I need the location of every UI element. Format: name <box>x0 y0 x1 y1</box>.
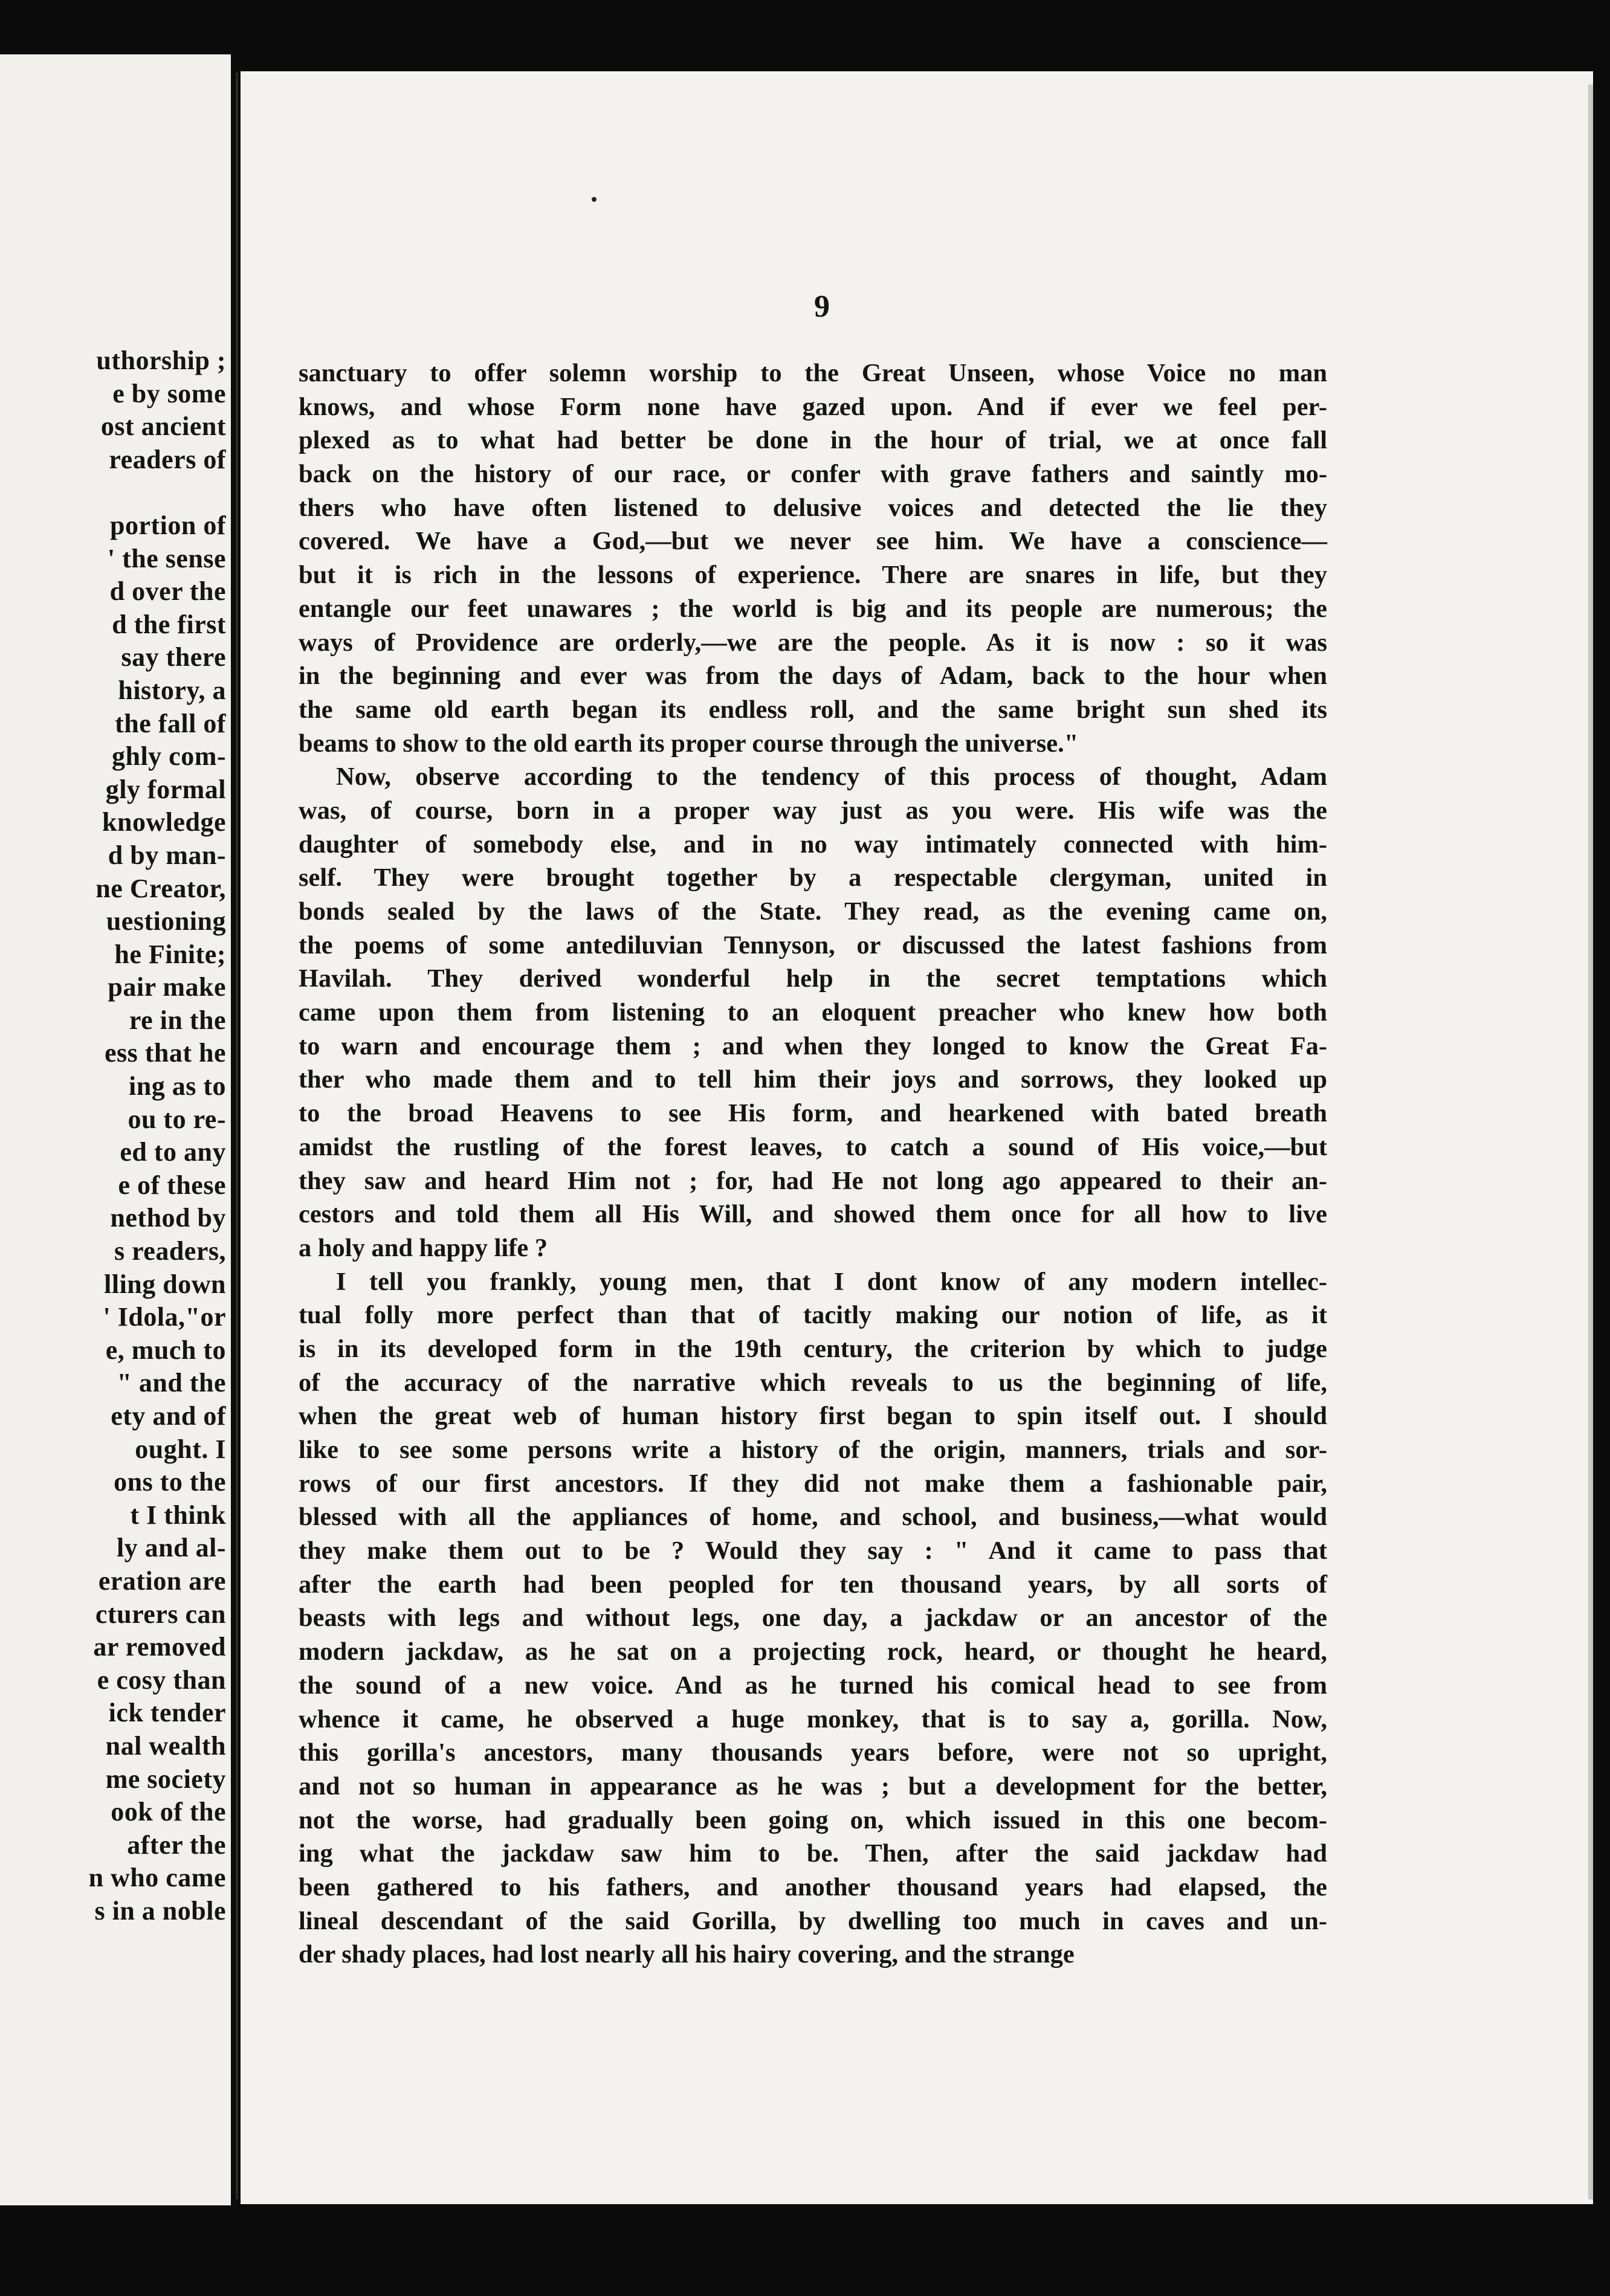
page-body-text <box>299 356 1327 1972</box>
previous-page-line: e by some <box>112 378 226 408</box>
previous-page-line: portion of <box>110 510 226 540</box>
text-line: the same old earth began its endless roll, and the same bright sun shed its <box>299 695 1327 724</box>
previous-page-line: ought. I <box>135 1434 226 1464</box>
text-line: been gathered to his fathers, and another thousand years had elapsed, the <box>299 1872 1327 1901</box>
previous-page-line: nal wealth <box>105 1730 226 1761</box>
text-line: after the earth had been peopled for ten thousand years, by all sorts of <box>299 1570 1327 1599</box>
ink-speck <box>592 197 596 202</box>
previous-page-line: d the first <box>112 609 226 639</box>
text-line: plexed as to what had better be done in the hour of trial, we at once fall <box>299 426 1327 455</box>
page-edge <box>1588 85 1593 2199</box>
text-line: the sound of a new voice. And as he turned his comical head to see from <box>299 1671 1327 1700</box>
previous-page-line: gly formal <box>105 774 226 804</box>
previous-page-line: e cosy than <box>97 1665 226 1695</box>
previous-page-line: ' the sense <box>107 543 226 573</box>
text-line: to the broad Heavens to see His form, and hearkened with bated breath <box>299 1099 1327 1128</box>
text-line: I tell you frankly, young men, that I dont know of any modern intellec- <box>336 1267 1327 1296</box>
previous-page-line: n who came <box>88 1863 226 1893</box>
previous-page-line: pair make <box>108 972 226 1002</box>
text-line: whence it came, he observed a huge monkey, that is to say a, gorilla. Now, <box>299 1704 1327 1733</box>
previous-page-line: ook of the <box>111 1797 226 1827</box>
previous-page-line: e of these <box>118 1170 226 1200</box>
text-line: when the great web of human history first began to spin itself out. I should <box>299 1402 1327 1431</box>
previous-page-line: ghly com- <box>111 741 226 772</box>
text-line: tual folly more perfect than that of tacitly making our notion of life, as it <box>299 1301 1327 1330</box>
previous-page-line: ly and al- <box>116 1533 226 1563</box>
text-line: Now, observe according to the tendency of this process of thought, Adam <box>336 763 1327 792</box>
previous-page-text <box>8 344 226 1928</box>
text-line: in the beginning and ever was from the days of Adam, back to the hour when <box>299 662 1327 691</box>
previous-page-line: readers of <box>109 444 226 474</box>
text-line: Havilah. They derived wonderful help in the secret temptations which <box>299 964 1327 993</box>
previous-page-line: ar removed <box>93 1632 226 1662</box>
previous-page-line: t I think <box>130 1500 226 1530</box>
previous-page-line: uthorship ; <box>96 346 226 375</box>
text-line: blessed with all the appliances of home, and school, and business,—what would <box>299 1503 1327 1532</box>
text-line: lineal descendant of the said Gorilla, by dwelling too much in caves and un- <box>299 1906 1327 1935</box>
previous-page-line: ing as to <box>129 1071 226 1101</box>
previous-page-line: eration are <box>98 1566 226 1596</box>
previous-page-fragment <box>0 54 231 2205</box>
previous-page-line: the fall of <box>115 708 226 738</box>
text-line: a holy and happy life ? <box>299 1233 548 1262</box>
previous-page-line: s readers, <box>114 1236 226 1266</box>
text-line: amidst the rustling of the forest leaves, to catch a sound of His voice,—but <box>299 1132 1327 1161</box>
previous-page-line: uestioning <box>106 906 226 937</box>
text-line: came upon them from listening to an eloquent preacher who knew how both <box>299 998 1327 1027</box>
text-line: but it is rich in the lessons of experience. There are snares in life, but they <box>299 561 1327 590</box>
previous-page-line: " and the <box>117 1368 226 1398</box>
previous-page-line: ons to the <box>114 1467 226 1497</box>
paragraph <box>299 1265 1327 1972</box>
previous-page-line: ost ancient <box>100 411 226 442</box>
previous-page-line: history, a <box>118 675 226 705</box>
text-line: the poems of some antediluvian Tennyson, or discussed the latest fashions from <box>299 930 1327 959</box>
previous-page-line: ess that he <box>104 1038 226 1068</box>
previous-page-line: ne Creator, <box>95 873 226 903</box>
text-line: and not so human in appearance as he was ; but a development for the better, <box>299 1772 1327 1801</box>
previous-page-line <box>8 476 226 509</box>
text-line: they saw and heard Him not ; for, had He not long ago appeared to their an- <box>299 1166 1327 1195</box>
previous-page-line: re in the <box>129 1005 226 1035</box>
text-line: ther who made them and to tell him their joys and sorrows, they looked up <box>299 1065 1327 1094</box>
text-line: of the accuracy of the narrative which reveals to us the beginning of life, <box>299 1368 1327 1397</box>
text-line: back on the history of our race, or confer with grave fathers and saintly mo- <box>299 460 1327 489</box>
text-line: like to see some persons write a history of the origin, manners, trials and sor- <box>299 1436 1327 1464</box>
text-line: ing what the jackdaw saw him to be. Then, after the said jackdaw had <box>299 1839 1327 1868</box>
previous-page-line: cturers can <box>95 1599 226 1629</box>
previous-page-line: d over the <box>109 576 226 607</box>
previous-page-line: ed to any <box>120 1137 226 1167</box>
text-line: they make them out to be ? Would they say : " And it came to pass that <box>299 1537 1327 1566</box>
previous-page-line: nethod by <box>110 1203 226 1233</box>
text-line: this gorilla's ancestors, many thousands years before, were not so upright, <box>299 1738 1327 1767</box>
text-line: cestors and told them all His Will, and showed them once for all how to live <box>299 1200 1327 1229</box>
text-line: rows of our first ancestors. If they did not make them a fashionable pair, <box>299 1469 1327 1498</box>
text-line: beasts with legs and without legs, one day, a jackdaw or an ancestor of the <box>299 1604 1327 1633</box>
text-line: entangle our feet unawares ; the world is big and its people are numerous; the <box>299 594 1327 623</box>
text-line: self. They were brought together by a respectable clergyman, united in <box>299 863 1327 892</box>
text-line: daughter of somebody else, and in no way intimately connected with him- <box>299 830 1327 859</box>
previous-page-line: ' Idola,"or <box>103 1302 226 1332</box>
previous-page-line: lling down <box>104 1269 226 1299</box>
page-number: 9 <box>814 289 830 324</box>
text-line: was, of course, born in a proper way just as you were. His wife was the <box>299 796 1327 825</box>
previous-page-line: he Finite; <box>114 939 226 969</box>
paragraph <box>299 356 1327 760</box>
text-line: to warn and encourage them ; and when they longed to know the Great Fa- <box>299 1031 1327 1060</box>
text-line: modern jackdaw, as he sat on a projecting rock, heard, or thought he heard, <box>299 1637 1327 1666</box>
text-line: der shady places, had lost nearly all his hairy covering, and the strange <box>299 1940 1075 1969</box>
previous-page-line: after the <box>127 1830 226 1860</box>
text-line: beams to show to the old earth its proper course through the universe." <box>299 729 1079 758</box>
previous-page-line: d by man- <box>108 840 226 870</box>
text-line: ways of Providence are orderly,—we are the people. As it is now : so it was <box>299 628 1327 657</box>
previous-page-line: knowledge <box>102 807 226 837</box>
text-line: knows, and whose Form none have gazed upon. And if ever we feel per- <box>299 392 1327 421</box>
text-line: is in its developed form in the 19th century, the criterion by which to judge <box>299 1334 1327 1363</box>
text-line: sanctuary to offer solemn worship to the Great Unseen, whose Voice no man <box>299 359 1327 387</box>
text-line: not the worse, had gradually been going on, which issued in this one becom- <box>299 1805 1327 1834</box>
previous-page-line: ou to re- <box>128 1104 226 1134</box>
previous-page-line: ety and of <box>111 1401 226 1431</box>
text-line: covered. We have a God,—but we never see him. We have a conscience— <box>299 527 1327 556</box>
previous-page-line: e, much to <box>105 1335 226 1365</box>
text-line: thers who have often listened to delusive voices and detected the lie they <box>299 493 1327 522</box>
page-gutter <box>236 73 238 2199</box>
previous-page-line: s in a noble <box>94 1895 226 1926</box>
paragraph <box>299 760 1327 1265</box>
previous-page-line: me society <box>105 1764 226 1794</box>
previous-page-line: say there <box>121 642 226 672</box>
text-line: bonds sealed by the laws of the State. They read, as the evening came on, <box>299 897 1327 926</box>
previous-page-line: ick tender <box>108 1698 226 1728</box>
